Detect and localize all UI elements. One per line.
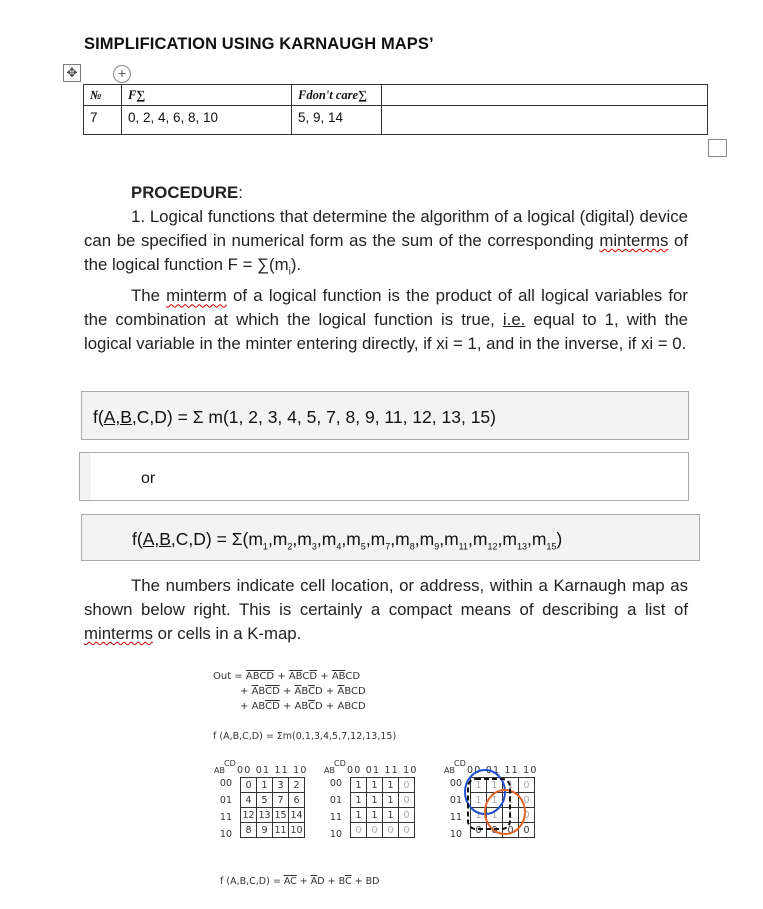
- minterm-4: $,m_5$: [341, 529, 366, 552]
- kmap-row-label: 10: [329, 829, 342, 840]
- minterm-10: $,m_{13}$: [497, 529, 527, 552]
- karnaugh-figure: Out = ABCD + $\overline{AB}C\overline{D} + \overline{AB}CD$ + $\overline{A}B\overline{CD} + \overline{A}B\overline{C}D + \overline{A}BCD$ + $AB\overline{CD} + AB\overline{C}D$ + ABCD f (A,B,C,D) = Σm(0,1,3,4,5,7,12,13,15) CD AB 00 01 11 10 00 01 11 10 0 1 3 2 4 5 7 6 12 13 15 14 8 9 11 10 CD AB 00 01 11 10 00 01 11 10 1 1 1 0 1 1 1 0 1 1 1 0 0 0 0 0 CD AB 00 01 11 10 00 01 11 10 1 1 1 0 1 1 1 0 1 1 1 0 0 0 0 0 f $(A,B,C,D) = \overline{AC} + \overline{A}D + B\overline{C}$ + BD: [200, 660, 580, 900]
- procedure-paragraph-1: 1. Logical functions that determine the algorithm of a logical (digital) device can be specified in numerical form as the sum of the corresponding minterms of the logical function $F = \sum(m_i)$.: [84, 207, 688, 278]
- table-cell-no: 7: [84, 106, 122, 135]
- kmap-cell: 0: [519, 823, 535, 838]
- kmap-cell: 0: [399, 808, 415, 823]
- kmap-cell: 1: [487, 778, 503, 793]
- minterm-2: $,m_3$: [292, 529, 317, 552]
- kmap-cell: 0: [503, 823, 519, 838]
- kmap-row-label: 10: [449, 829, 462, 840]
- kmap-row-label: 10: [219, 829, 232, 840]
- kmap-cell: 1: [503, 778, 519, 793]
- kmap-cell: 10: [290, 824, 303, 836]
- kmap-cell: 0: [241, 778, 257, 793]
- kmap-cell: 5: [257, 793, 273, 808]
- minterm-5: $,m_7$: [365, 529, 391, 552]
- kmap-col-labels: 00 01 11 10: [467, 765, 538, 776]
- kmap-cell: 1: [257, 778, 273, 793]
- insert-column-icon[interactable]: +: [113, 65, 131, 83]
- kmap-cell: 0: [399, 823, 415, 838]
- function-box-1: f(A,B,C,D) = Σ m(1, 2, 3, 4, 5, 7, 8, 9, 11, 12, 13, 15): [81, 391, 689, 440]
- grouping-loops: [200, 660, 580, 900]
- minterm-6: $,m_8$: [390, 529, 415, 552]
- kmap-cell: 0: [519, 793, 535, 808]
- table-header-empty: [382, 85, 708, 106]
- kmap-cell: 1: [487, 808, 503, 823]
- kmap-cell: 2: [289, 778, 305, 793]
- kmap-cell: 1: [383, 793, 399, 808]
- kmap-cell: 1: [351, 778, 367, 793]
- kmap-cell: 0: [471, 823, 487, 838]
- kmap-row-label: 01: [219, 795, 232, 806]
- kmap-cell: 9: [257, 823, 273, 838]
- kmap-cell: 0: [399, 793, 415, 808]
- function-box-2: $f(A,B,C,D) = \Sigma(m_1,m_2,m_3,m_4,m_5,m_7,m_8,m_9,m_{11},m_{12},m_{13},m_{15})$: [81, 514, 700, 561]
- kmap-cell: 14: [290, 809, 303, 821]
- kmap-cell: 13: [258, 809, 271, 821]
- out-expression: Out = ABCD + $\overline{AB}C\overline{D} + \overline{AB}CD$ + $\overline{A}B\overline{CD} + \overline{A}B\overline{C}D + \overline{A}BCD$ + $AB\overline{CD} + AB\overline{C}D$ + ABCD: [213, 671, 366, 712]
- kmap-cell: 0: [487, 823, 503, 838]
- table-resize-handle[interactable]: [708, 139, 727, 157]
- kmap-cell: 1: [503, 793, 519, 808]
- kmap-cell: 1: [351, 793, 367, 808]
- kmap-row-label: 00: [449, 778, 462, 789]
- kmap-cell: 12: [242, 809, 255, 821]
- variant-table: [83, 84, 708, 135]
- kmap-cell: 0: [519, 778, 535, 793]
- kmap-cell: 1: [367, 793, 383, 808]
- final-expression: f $(A,B,C,D) = \overline{AC} + \overline{A}D + B\overline{C}$ + BD: [220, 876, 380, 887]
- kmap-cell: 1: [503, 808, 519, 823]
- procedure-section: [84, 181, 688, 356]
- kmap-cell: 7: [273, 793, 289, 808]
- kmap-row-label: 01: [449, 795, 462, 806]
- minterm-1: $,m_2$: [267, 529, 293, 552]
- numeric-expression: f (A,B,C,D) = Σm(0,1,3,4,5,7,12,13,15): [213, 731, 397, 742]
- kmap-cell: 0: [383, 823, 399, 838]
- table-cell-f-sum: 0, 2, 4, 6, 8, 10: [122, 106, 292, 135]
- kmap-cell: 0: [399, 778, 415, 793]
- table-header-no: №: [84, 85, 122, 106]
- kmap-cell: 1: [471, 808, 487, 823]
- page-title: SIMPLIFICATION USING KARNAUGH MAPS’: [84, 35, 434, 53]
- kmap-cell: 0: [351, 823, 367, 838]
- kmap-cell: 1: [471, 793, 487, 808]
- minterm-9: $,m_{12}$: [468, 529, 498, 552]
- kmap-row-label: 01: [329, 795, 342, 806]
- table-move-handle-icon[interactable]: ✥: [63, 64, 81, 82]
- kmap-cell: 3: [273, 778, 289, 793]
- kmap-cell: 0: [519, 808, 535, 823]
- kmap-cell: 1: [351, 808, 367, 823]
- kmap-cell: 15: [274, 809, 287, 821]
- kmap-cell: 0: [367, 823, 383, 838]
- or-text: or: [141, 470, 156, 487]
- kmap-row-label: 00: [329, 778, 342, 789]
- kmap-cell: 1: [367, 778, 383, 793]
- table-cell-empty: [382, 106, 708, 135]
- minterm-3: $,m_4$: [316, 529, 342, 552]
- minterm-11: $,m_{15}$: [526, 529, 557, 552]
- kmap-row-label: 00: [219, 778, 232, 789]
- kmap-cell: 8: [241, 823, 257, 838]
- minterm-0: $m_1$: [248, 529, 268, 552]
- kmap-cell: 1: [383, 778, 399, 793]
- kmap-cell: 4: [241, 793, 257, 808]
- kmap-col-labels: 00 01 11 10: [237, 765, 308, 776]
- function-box-or: [79, 452, 689, 501]
- kmap-cell: 1: [471, 778, 487, 793]
- table-header-f-sum: F∑: [122, 85, 292, 106]
- kmap-cell: 1: [367, 808, 383, 823]
- kmap-row-label: 11: [449, 812, 462, 823]
- procedure-heading: PROCEDURE:: [131, 183, 243, 202]
- minterm-8: $,m_{11}$: [439, 529, 469, 552]
- table-cell-dont-care: 5, 9, 14: [292, 106, 382, 135]
- table-header-dont-care: Fdon't care∑: [292, 85, 382, 106]
- kmap-cell: 1: [487, 793, 503, 808]
- kmap-col-labels: 00 01 11 10: [347, 765, 418, 776]
- minterm-7: $,m_9$: [414, 529, 440, 552]
- kmap-row-label: 11: [219, 812, 232, 823]
- procedure-paragraph-2: The minterm of a logical function is the product of all logical variables for the combination at which the logical function is true, i.e. equal to 1, with the logical variable in the minter entering directly, if xi = 1, and in the inverse, if xi = 0.: [84, 286, 688, 354]
- kmap-cell: 6: [289, 793, 305, 808]
- explanation-paragraph: The numbers indicate cell location, or address, within a Karnaugh map as shown below right. This is certainly a compact means of describing a list of minterms or cells in a K-map.: [84, 576, 688, 643]
- kmap-row-label: 11: [329, 812, 342, 823]
- kmap-cell: 11: [274, 824, 287, 836]
- kmap-cell: 1: [383, 808, 399, 823]
